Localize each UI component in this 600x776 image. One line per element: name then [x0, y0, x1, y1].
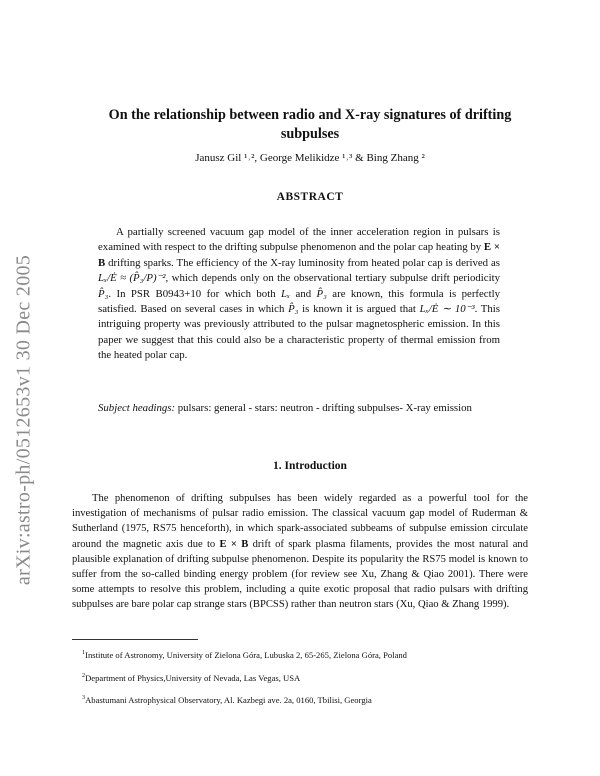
footnote-mark: 1: [82, 649, 86, 656]
abstract-segment: are known, this formula is perfectly satisfied. Based on several cases in which: [98, 287, 500, 316]
math-p3-hat: P̂₃: [316, 287, 327, 300]
arxiv-identifier: arXiv:astro-ph/0512653v1 30 Dec 2005: [12, 254, 35, 586]
subject-headings: [98, 401, 500, 416]
footnote-mark: 3: [82, 694, 86, 702]
abstract-segment: . In PSR B0943+10 for which both: [108, 287, 282, 300]
abstract-segment: is known it is argued that: [298, 303, 420, 316]
abstract-segment: , which depends only on the observational tertiary subpulse drift periodicity: [165, 272, 500, 285]
abstract-text: [98, 225, 500, 364]
math-p3-hat: P̂₃: [98, 287, 109, 300]
abstract-segment: A partially screened vacuum gap model of the inner acceleration region in pulsars is examined with respect to the drifting subpulse phenomenon and the polar cap heating by: [98, 226, 500, 254]
footnote-affiliation-3: [82, 693, 528, 705]
footnote-divider: [72, 639, 198, 640]
abstract-segment: and: [290, 287, 317, 300]
footnote-affiliation-2: [82, 671, 528, 683]
intro-segment: The phenomenon of drifting subpulses has been widely regarded as a powerful tool for the investigation of mechanisms of pulsar radio emission. The classical vacuum gap model of Ruderman & Sutherland (1975, RS75 henceforth), in which spark-associated subbeams of subpulse emission circulate around the magnetic axis due to: [72, 493, 528, 550]
abstract-segment: . This intriguing property was previously attributed to the pulsar magnetospheric emission. In this paper we suggest that this could also be a characteristic property of thermal emission from the heated polar cap.: [98, 303, 500, 362]
footnote-text: Institute of Astronomy, University of Zielona Góra, Lubuska 2, 65-265, Zielona Góra, Poland: [85, 649, 407, 660]
paper-title: On the relationship between radio and X-ray signatures of drifting subpulses: [108, 107, 512, 142]
abstract-segment: drifting sparks. The efficiency of the X-ray luminosity from heated polar cap is derived as: [105, 256, 500, 269]
arxiv-stamp: [4, 200, 44, 640]
footnote-affiliation-1: [82, 648, 528, 660]
footnote-mark: 2: [82, 671, 86, 679]
math-efficiency-formula: Lₓ/Ė ≈ (P̂₃/P)⁻²: [98, 272, 166, 285]
footnote-text: Abastumani Astrophysical Observatory, Al. Kazbegi ave. 2a, 0160, Tbilisi, Georgia: [85, 695, 372, 706]
author-list: Janusz Gil ¹˒², George Melikidze ¹˒³ & Bing Zhang ²: [195, 152, 425, 164]
math-e-cross-b: E × B: [219, 538, 249, 550]
math-e-cross-b: E × B: [98, 241, 500, 269]
intro-segment: drift of spark plasma filaments, provides the most natural and plausible explanation of drifting subpulse phenomenon. Despite its popularity the RS75 model is known to suffer from the so-called binding energy problem (for review see Xu, Zhang & Qiao 2001). There were some attempts to resolve this problem, including a quite exotic proposal that radio pulsars with drifting subpulses are bare polar cap strange stars (BPCSS) rather than neutron stars (Xu, Qiao & Zhang 1999).: [72, 538, 528, 611]
subject-text: pulsars: general - stars: neutron - drifting subpulses- X-ray emission: [175, 402, 472, 414]
abstract-heading: ABSTRACT: [276, 191, 344, 203]
section-heading-introduction: 1. Introduction: [273, 460, 347, 472]
subject-label: Subject headings:: [98, 402, 176, 414]
math-lx: Lₓ: [281, 287, 291, 300]
math-p3-hat: P̂₃: [288, 303, 299, 316]
footnotes: [72, 648, 528, 716]
introduction-paragraph: [72, 491, 528, 613]
math-ratio: Lₓ/Ė ∼ 10⁻³: [419, 303, 475, 316]
footnote-text: Department of Physics,University of Nevada, Las Vegas, USA: [85, 672, 301, 683]
